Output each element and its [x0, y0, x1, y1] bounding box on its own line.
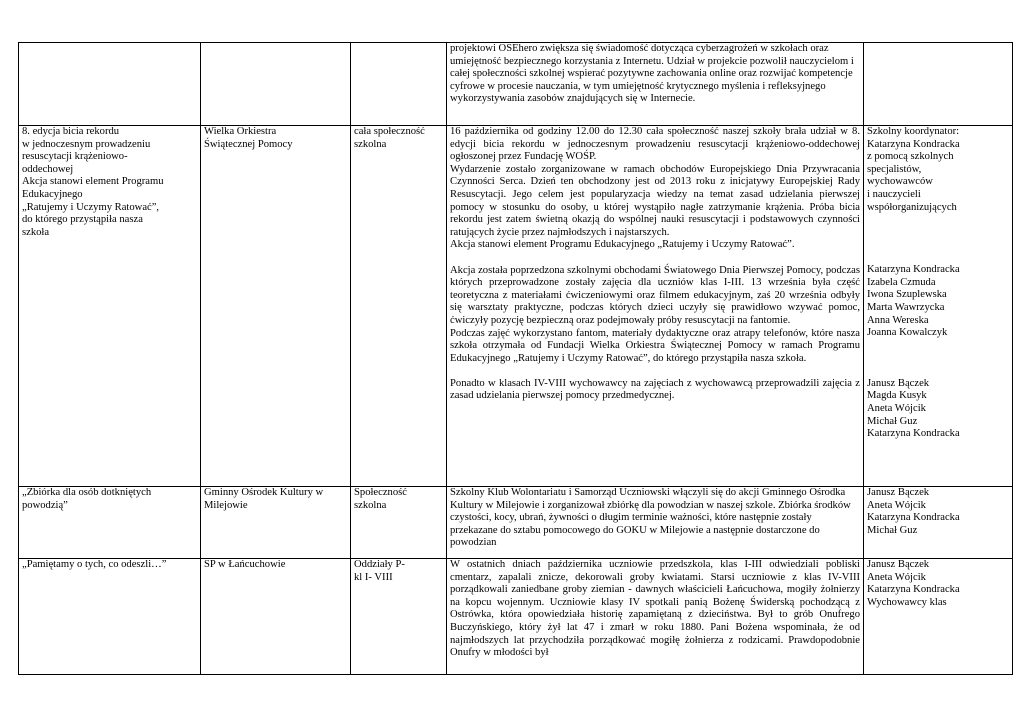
participants-line: Oddziały P-: [354, 559, 405, 570]
coordinator-line: Wychowawcy klas: [867, 596, 947, 608]
event-name-line: „Pamiętamy o tych, co odeszli…”: [22, 559, 167, 570]
coordinator-line: Aneta Wójcik: [867, 402, 926, 414]
coordinator-line: Janusz Bączek: [867, 559, 930, 570]
coordinator-group: [867, 378, 1009, 441]
event-name-line: „Ratujemy i Uczymy Ratować”,: [22, 201, 160, 213]
coordinator-line: Magda Kusyk: [867, 390, 927, 402]
coordinator-line: Michał Guz: [867, 415, 918, 427]
description-paragraph: Szkolny Klub Wolontariatu i Samorząd Uczniowski włączyli się do akcji Gminnego Ośrodka Kultury w Milejowie i zorganizował zbiórkę dla powodzian w naszej szkole. Zbiórka środków czystości, kocy, ubrań, żywności o długim terminie ważności, które następnie zostały przekazane do sztabu pomocowego do GOKU w Milejowie a następnie dostarczone do powodzian: [450, 487, 851, 549]
event-name-line: Akcja stanowi element Programu: [22, 176, 164, 188]
description-cell: [447, 487, 864, 559]
coordinator-line: Aneta Wójcik: [867, 571, 926, 583]
description-cell: [447, 126, 864, 487]
coordinator-line: Joanna Kowalczyk: [867, 327, 948, 339]
description-paragraph: 16 października od godziny 12.00 do 12.30 cała społeczność naszej szkoły brała udział w 8. edycji bicia rekordu w jednoczesnym prowadzeniu resuscytacji krążeniowo-oddechowej ogłoszonej przez Fundację WOŚP.: [450, 126, 860, 163]
coordinator-line: z pomocą szkolnych: [867, 151, 954, 163]
coordinator-line: Katarzyna Kondracka: [867, 138, 960, 150]
coordinator-line: Katarzyna Kondracka: [867, 428, 960, 440]
event-name-line: do którego przystąpiła nasza: [22, 214, 143, 226]
partner-cell: [201, 43, 351, 126]
table-row: [19, 43, 1013, 126]
coordinator-line: Katarzyna Kondracka: [867, 264, 960, 276]
partner-line: Gminny Ośrodek Kultury w: [204, 487, 324, 498]
event-name-cell: [19, 559, 201, 675]
description-cell: [447, 43, 864, 126]
event-name-line: oddechowej: [22, 163, 74, 175]
coordinator-line: Anna Wereska: [867, 314, 929, 326]
participants-line: szkolna: [354, 138, 387, 150]
description-paragraph: W ostatnich dniach października uczniowie przedszkola, klas I-III odwiedziali pobliski cmentarz, zapalali znicze, dekorowali groby kwiatami. Starsi uczniowie z klas IV-VIII porządkowali zaniedbane groby ziemian - dawnych właścicieli Łańcuchowa, mogiły żołnierzy na kopcu wojennym. Uczniowie klasy IV spotkali panią Bożenę Świderską pochodzącą z Ostrówka, która opowiedziała historię zapamiętaną z dzieciństwa. Był to grób Onufrego Buczyńskiego, który żył lat 47 i zmarł w roku 1880. Pani Bożena wspominała, że od najmłodszych lat przychodziła porządkować mogiłę żołnierza z rodzicami. Prawdopodobnie Onufry w młodości był: [450, 559, 860, 659]
coordinators-cell: [864, 487, 1013, 559]
description-paragraph: Podczas zajęć wykorzystano fantom, materiały dydaktyczne oraz atrapy telefonów, które nasza szkoła otrzymała od Fundacji Wielka Orkiestra Świątecznej Pomocy w ramach Programu Edukacyjnego „Ratujemy i Uczymy Ratować”, do którego przystąpiła nasza szkoła.: [450, 327, 860, 364]
partner-line: SP w Łańcuchowie: [204, 559, 286, 570]
coordinator-line: Janusz Bączek: [867, 377, 930, 389]
coordinator-line: Katarzyna Kondracka: [867, 512, 960, 524]
event-name-line: powodzią”: [22, 499, 68, 511]
partner-cell: [201, 126, 351, 487]
partner-line: Milejowie: [204, 499, 248, 511]
coordinator-line: specjalistów,: [867, 163, 922, 175]
coordinator-group: [867, 126, 1009, 214]
description-cell: [447, 559, 864, 675]
coordinators-cell: [864, 43, 1013, 126]
coordinators-cell: [864, 126, 1013, 487]
coordinator-line: współorganizujących: [867, 201, 957, 213]
participants-cell: [351, 559, 447, 675]
event-name-cell: [19, 126, 201, 487]
coordinator-line: Marta Wawrzycka: [867, 301, 945, 313]
event-name-line: resuscytacji krążeniowo-: [22, 151, 128, 163]
participants-line: szkolna: [354, 499, 387, 511]
participants-line: cała społeczność: [354, 126, 425, 137]
event-name-line: 8. edycja bicia rekordu: [22, 126, 120, 137]
coordinator-line: Katarzyna Kondracka: [867, 584, 960, 596]
coordinator-line: i nauczycieli: [867, 188, 921, 200]
coordinators-cell: [864, 559, 1013, 675]
description-paragraph: Akcja stanowi element Programu Edukacyjnego „Ratujemy i Uczymy Ratować”.: [450, 239, 795, 251]
event-name-line: „Zbiórka dla osób dotkniętych: [22, 487, 152, 498]
coordinator-line: Iwona Szuplewska: [867, 289, 947, 301]
description-paragraph: Wydarzenie zostało zorganizowane w ramach obchodów Europejskiego Dnia Przywracania Czynności Serca. Dzień ten obchodzony jest od 2013 roku z inicjatywy Europejskiej Rady Resuscytacji. Jego celem jest popularyzacja wiedzy na temat zasad udzielania pierwszej pomocy w stosunku do osoby, u której wystąpiło nagłe zatrzymanie krążenia. Próba bicia rekordu jest zatem świetną okazją do wspólnej nauki resuscytacji i podstawowych czynności ratujących życie przez najmłodszych i najstarszych.: [450, 163, 860, 238]
coordinator-line: Izabela Czmuda: [867, 276, 936, 288]
partner-line: Wielka Orkiestra: [204, 126, 277, 137]
description-paragraph: projektowi OSEhero zwiększa się świadomość dotycząca cyberzagrożeń w szkołach oraz umiejętność bezpiecznego korzystania z Internetu. Udział w projekcie pozwolił nauczycielom i całej społeczności szkolnej wspierać pozytywne zachowania online oraz rozwijać kompetencje cyfrowe w procesie nauczania, w tym umiejętność krytycznego myślenia i refleksyjnego wykorzystywania zasobów znajdujących się w Internecie.: [450, 43, 854, 105]
activities-table: [18, 42, 1013, 675]
partner-cell: [201, 559, 351, 675]
event-name-line: Edukacyjnego: [22, 188, 83, 200]
event-name-line: szkoła: [22, 226, 50, 238]
coordinator-line: Aneta Wójcik: [867, 499, 926, 511]
partner-cell: [201, 487, 351, 559]
table-row: [19, 487, 1013, 559]
coordinator-line: wychowawców: [867, 176, 933, 188]
participants-cell: [351, 43, 447, 126]
event-name-line: w jednoczesnym prowadzeniu: [22, 138, 151, 150]
description-paragraph: Akcja została poprzedzona szkolnymi obchodami Światowego Dnia Pierwszej Pomocy, podczas których przeprowadzone zostały zajęcia dla uczniów klas I-III. 13 września była część teoretyczna z materiałami ćwiczeniowymi oraz filmem edukacyjnym, zaś 20 września odbyły się warsztaty praktyczne, podczas których dzieci uczyły się prawidłowo wzywać pomoc, ćwiczyły pozycję bezpieczną oraz podejmowały próby resuscytacji na fantomie.: [450, 264, 860, 326]
partner-line: Świątecznej Pomocy: [204, 138, 293, 150]
event-name-cell: [19, 487, 201, 559]
table-row: [19, 126, 1013, 487]
participants-cell: [351, 126, 447, 487]
coordinator-group: [867, 264, 1009, 340]
description-paragraph: Ponadto w klasach IV-VIII wychowawcy na zajęciach z wychowawcą przeprowadzili zajęcia z zasad udzielania pierwszej pomocy przedmedycznej.: [450, 377, 860, 402]
coordinator-line: Michał Guz: [867, 524, 918, 536]
table-row: [19, 559, 1013, 675]
event-name-cell: [19, 43, 201, 126]
coordinator-line: Szkolny koordynator:: [867, 126, 960, 137]
coordinator-line: Janusz Bączek: [867, 487, 930, 498]
participants-line: kl I- VIII: [354, 571, 393, 583]
participants-line: Społeczność: [354, 487, 407, 498]
participants-cell: [351, 487, 447, 559]
